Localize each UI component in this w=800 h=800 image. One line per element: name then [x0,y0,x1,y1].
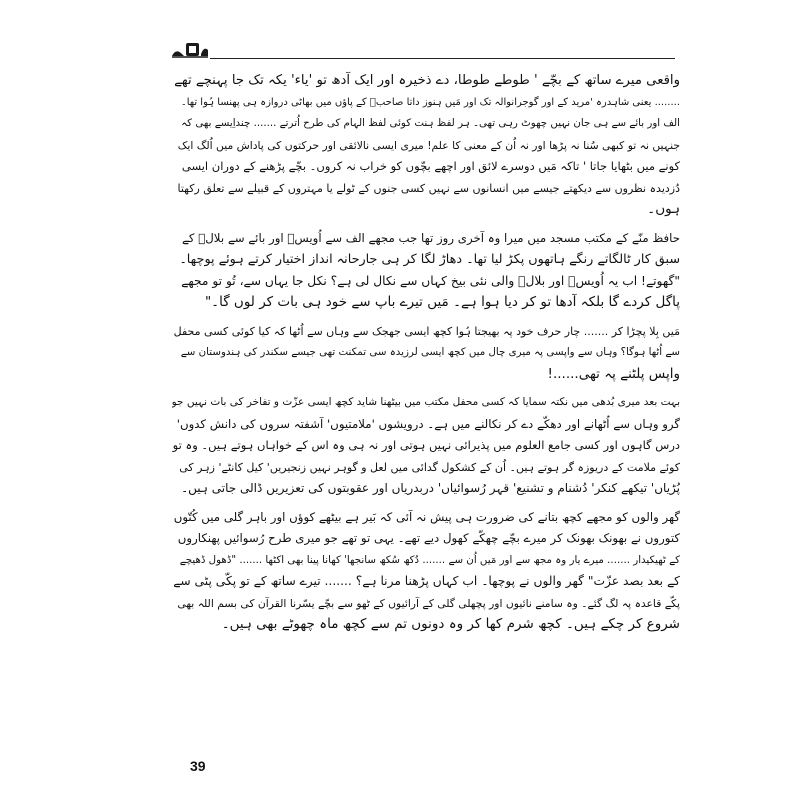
text-line: حافظ منّے کے مکتب مسجد میں میرا وہ آخری روز تھا جب مجھے الف سے اُویسؒ اور بائے سے بلالؓ کے [182,230,680,245]
text-line: جنہیں نہ تو کبھی سُنا نہ پڑھا اور نہ اُن کے معنی کا علم! میری ایسی نالائقی اور حرکتوں کی پاداش میں اُلگ ایک [177,138,680,152]
text-line: بہت بعد میری بُدھی میں نکتہ سمایا کہ کسی محفل مکتب میں بیٹھنا شاید کچھ ایسی عزّت و تفاخر کی بات نہیں جو [172,396,680,408]
text-line: واپس پلٹنے پہ تھی......! [547,365,680,382]
text-line: گھر والوں کو مجھے کچھ بتانے کی ضرورت ہی پیش نہ آئی کہ بَیر ہے بیٹھے کوؤں اور باہر گلی میں کُتّوں [173,509,680,524]
text-line: کے بعد بصد عزّت" گھر والوں نے پوچھا۔ اب کہاں پڑھنا مرنا ہے؟ ....... تیرے ساتھ کے تو پکّی پٹی سے [173,574,680,588]
text-line: کے ٹھیکیدار ....... میرے یار وہ مجھ سے اور مَیں اُن سے ....... دُکھ سُکھ سانجھا' کھانا پینا بھی اکٹھا ....... "ڈھول ڈھیچے [179,553,680,566]
text-line: ہوں۔ [647,201,680,217]
text-line: "گھوتے! اب یہ اُویسؒ اور بلالؓ والی نئی بیخ کہاں سے نکال لی ہے؟ نکل جا یہاں سے، تُو تو مجھے [181,273,680,288]
text-line: سے اُٹھا ہوگا؟ وہاں سے واپسی پہ میری چال میں کچھ ایسی لرزیدہ سی تمکنت تھی جیسے سکندر کی ہندوستان سے [180,346,680,358]
text-line: مَیں بِلا پچڑا کر ....... چار حرف خود پہ بھیجتا ہُوا کچھ ایسی جھجک سے وہاں سے اُٹھا کہ کیا کوئی کسی محفل [173,324,680,338]
text-line: پاگل کردے گا بلکہ آدھا تو کر دیا ہوا ہے۔ مَیں تیرے باپ سے خود ہی بات کر لوں گا۔" [204,294,680,310]
text-line: الف اور بائے سے ہی جان نہیں چھوٹ رہی تھی۔ ہر لفظ ہنت کوئی لفظ الہام کی طرح اُترتے ....... چنداِیسے بھی کہ [181,117,680,129]
text-line: پُڑیاں' تیکھے کنکر' دُشنام و تشنیع' قہر رُسوائیاں' دربدریاں اور عقوبتوں کی تعزیریں ڈالی جاتی ہیں۔ [181,481,680,495]
paragraph [172,321,680,386]
text-line: گرو وہاں سے اُٹھانے اور دھکّے دے کر نکالنے میں ہے۔ درویشوں 'ملامتیوں' آشفتہ سروں کی دانش کدوں' [176,416,680,431]
logo-icon [170,40,210,62]
text-line: کونے میں بٹھایا جاتا ' تاکہ مَیں دوسرے لائق اور اچھے بچّوں کو خراب نہ کروں۔ بچّے پڑھنے کے دوران ایسی [181,159,680,173]
text-line: درس گاہوں اور کسی جامع العلوم میں پذیرائی نہیں ہوتی اور نہ ہی وہ اس کے خواہاں ہوتے ہیں۔ وہ تو [172,438,680,452]
paragraph [172,70,680,221]
paragraph [172,507,680,636]
header-rule [210,58,675,59]
text-line: سبق کار ٹالگاتے رنگے ہاتھوں پکڑ لیا تھا۔ دھاڑ لگا کر ہی جارحانہ انداز اختیار کرتے ہوئے پوچھا۔ [179,252,680,267]
text-line: کتوروں نے بھونک بھونک کر میرے بچّے چھکّے کھول دیے تھے۔ یہی تو تھے جو میری طرح رُسوائیں پھنکاروں [177,531,680,545]
paragraph [172,228,680,314]
page-number: 39 [190,758,206,774]
text-line: پکّے قاعدہ پہ لگ گئے۔ وہ سامنے نائیوں اور پچھلی گلی کے آرائیوں کے ٹھو سے بچّے یسّرنا القرآن کی بسم اللہ بھی [177,596,680,610]
paragraph [172,392,680,500]
body-text [172,70,680,643]
text-line: کوئے ملامت کے دریوزہ گر ہوتے ہیں۔ اُن کے کشکول گدائی میں لعل و گوہر نہیں زنجیریں' کیل کانٹے' زہر کی [179,460,680,474]
text-line: دُزدیدہ نظروں سے دیکھتے جیسے میں انسانوں سے نہیں کسی جنوں کے ٹولے یا مہتروں کے قبیلے سے تعلق رکھتا [177,181,680,195]
text-line: واقعی میرے ساتھ کے بچّے ' طوطے طوطا، دے ذخیرہ اور ایک آدھ تو 'یاء' یکہ تک جا پہنچے تھے [174,73,680,88]
page-header [170,36,675,66]
text-line: شروع کر چکے ہیں۔ کچھ شرم کھا کر وہ دونوں تم سے کچھ ماہ چھوٹے بھی ہیں۔ [221,616,680,632]
text-line: ........ یعنی شاہدرہ 'مرید کے اور گوجرانوالہ تک اور مَیں ہنوز داتا صاحبؒ کے پاؤں میں بھاٹی دروازہ ہی پھنسا ہُوا تھا۔ [180,96,680,108]
